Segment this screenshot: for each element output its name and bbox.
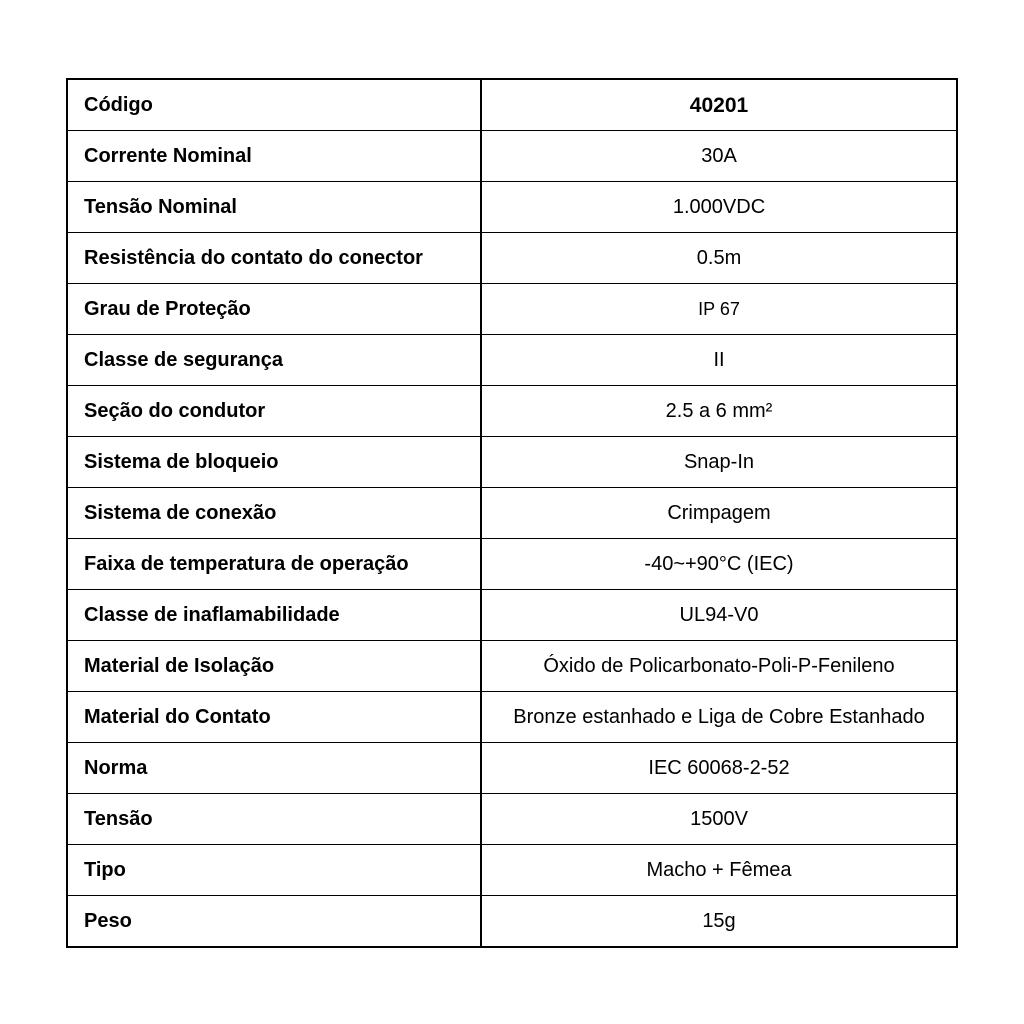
table-row: [67, 488, 957, 539]
row-value: 30A: [481, 131, 957, 182]
row-value: 0.5m: [481, 233, 957, 284]
row-label: Grau de Proteção: [67, 284, 481, 335]
table-row: [67, 539, 957, 590]
row-label: Corrente Nominal: [67, 131, 481, 182]
row-label: Tensão: [67, 794, 481, 845]
row-value: 15g: [481, 896, 957, 948]
row-label: Seção do condutor: [67, 386, 481, 437]
row-label: Faixa de temperatura de operação: [67, 539, 481, 590]
row-label: Classe de segurança: [67, 335, 481, 386]
row-label: Resistência do contato do conector: [67, 233, 481, 284]
row-label: Sistema de bloqueio: [67, 437, 481, 488]
table-row: [67, 590, 957, 641]
table-row: [67, 896, 957, 948]
table-row: [67, 437, 957, 488]
row-value: Snap-In: [481, 437, 957, 488]
row-label: Peso: [67, 896, 481, 948]
row-value: 1.000VDC: [481, 182, 957, 233]
spec-table: [66, 78, 958, 948]
table-row: [67, 743, 957, 794]
row-value: Macho + Fêmea: [481, 845, 957, 896]
row-label: Código: [67, 79, 481, 131]
row-value: Crimpagem: [481, 488, 957, 539]
row-label: Tipo: [67, 845, 481, 896]
table-row: [67, 79, 957, 131]
table-row: [67, 182, 957, 233]
table-row: [67, 641, 957, 692]
row-value: UL94-V0: [481, 590, 957, 641]
row-label: Norma: [67, 743, 481, 794]
row-value: Óxido de Policarbonato-Poli-P-Fenileno: [481, 641, 957, 692]
table-row: [67, 692, 957, 743]
row-value: 40201: [481, 79, 957, 131]
row-value: IP 67: [481, 284, 957, 335]
row-label: Classe de inaflamabilidade: [67, 590, 481, 641]
row-value: -40~+90°C (IEC): [481, 539, 957, 590]
table-row: [67, 233, 957, 284]
table-row: [67, 845, 957, 896]
table-row: [67, 794, 957, 845]
row-value: 1500V: [481, 794, 957, 845]
row-label: Material de Isolação: [67, 641, 481, 692]
row-label: Tensão Nominal: [67, 182, 481, 233]
row-value: IEC 60068-2-52: [481, 743, 957, 794]
row-value: 2.5 a 6 mm²: [481, 386, 957, 437]
row-label: Material do Contato: [67, 692, 481, 743]
table-row: [67, 386, 957, 437]
row-label: Sistema de conexão: [67, 488, 481, 539]
row-value: Bronze estanhado e Liga de Cobre Estanhado: [481, 692, 957, 743]
table-row: [67, 335, 957, 386]
row-value: II: [481, 335, 957, 386]
table-row: [67, 131, 957, 182]
table-row: [67, 284, 957, 335]
